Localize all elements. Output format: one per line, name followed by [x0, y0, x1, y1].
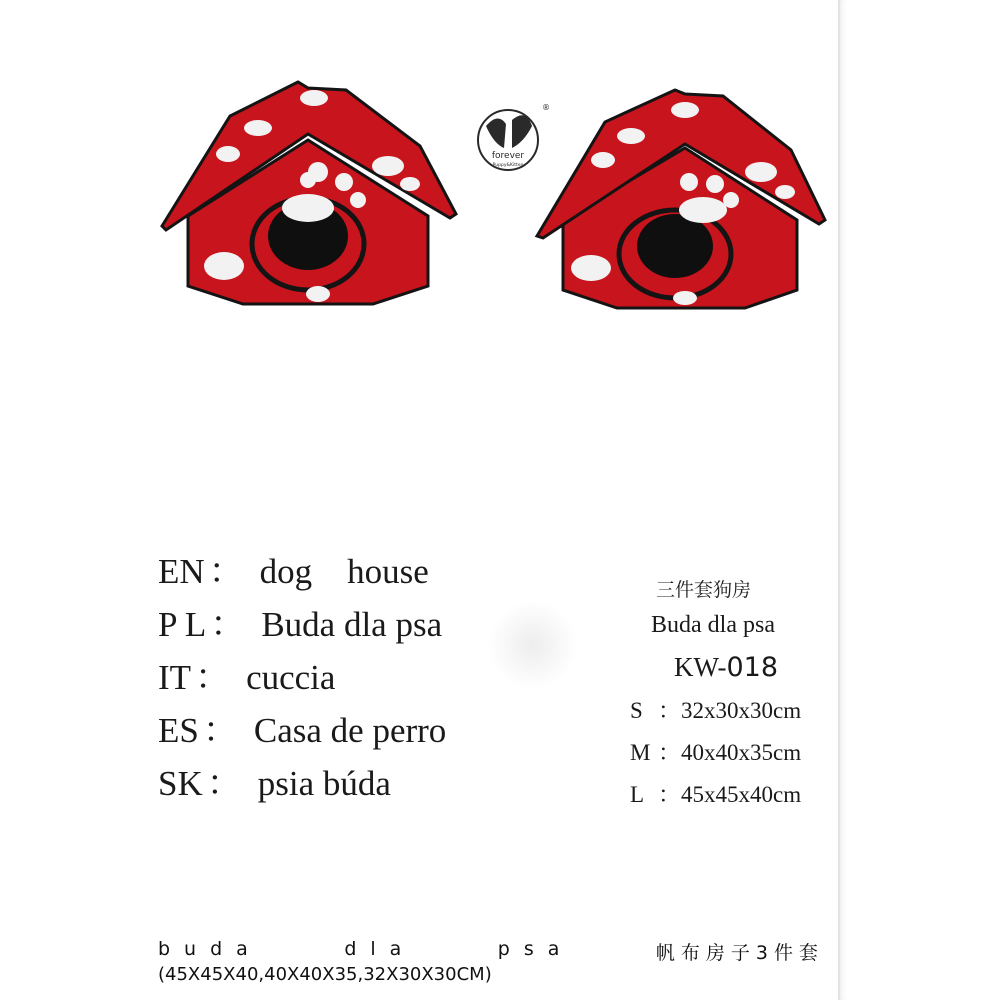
size-label: S: [630, 698, 643, 723]
registered-mark: ®: [542, 103, 550, 112]
name-text: psia búda: [257, 764, 391, 803]
dog-house-image-large: [158, 76, 458, 312]
language-code: P L: [158, 605, 207, 644]
name-row-en: [158, 548, 446, 601]
size-colon: ：: [658, 698, 681, 723]
size-colon: ：: [658, 782, 681, 807]
footer-dimensions: (45X45X40,40X40X35,32X30X30CM): [158, 964, 492, 985]
colon: ：: [195, 658, 231, 697]
name-row-pl: [158, 601, 446, 654]
size-colon: ：: [658, 740, 681, 765]
footer-caption-line1: [158, 938, 824, 965]
footer-word: dla: [344, 938, 416, 960]
name-row-it: [158, 654, 446, 707]
size-row-m: [610, 732, 838, 774]
dog-house-image-medium: [535, 86, 827, 314]
name-text: cuccia: [246, 658, 336, 697]
size-dimensions: 45x45x40cm: [681, 782, 802, 807]
chinese-title: 三件套狗房: [656, 579, 752, 601]
language-code: SK: [158, 764, 203, 803]
logo-brand-text: forever: [491, 151, 525, 161]
product-code-prefix: KW-: [674, 652, 727, 682]
language-code: ES: [158, 711, 199, 750]
right-margin-panel: [838, 0, 1000, 1000]
size-dimensions: 40x40x35cm: [681, 740, 802, 765]
colon: ：: [202, 711, 238, 750]
name-text: Casa de perro: [253, 711, 447, 750]
language-code: EN: [158, 552, 205, 591]
footer-word: psa: [497, 938, 574, 960]
colon: ：: [208, 552, 244, 591]
faint-watermark-smudge: [488, 600, 578, 690]
logo-tagline-text: Puppy&Kitten: [492, 163, 524, 168]
polish-title: Buda dla psa: [651, 612, 775, 638]
name-row-sk: [158, 760, 446, 813]
size-row-l: [610, 774, 838, 816]
footer-word: buda: [158, 938, 262, 960]
product-name-list: [158, 548, 446, 813]
colon: ：: [210, 605, 246, 644]
product-code-number: 018: [726, 652, 779, 683]
size-label: M: [630, 740, 651, 765]
name-text: dog house: [259, 552, 429, 591]
name-text: Buda dla psa: [261, 605, 443, 644]
footer-chinese-desc: 帆布房子3件套: [655, 942, 824, 964]
colon: ：: [206, 764, 242, 803]
size-dimensions: 32x30x30cm: [681, 698, 802, 723]
size-row-s: [610, 690, 838, 732]
size-label: L: [630, 782, 645, 807]
name-row-es: [158, 707, 446, 760]
language-code: IT: [158, 658, 192, 697]
product-code: [610, 644, 838, 690]
product-spec-block: [610, 574, 838, 816]
